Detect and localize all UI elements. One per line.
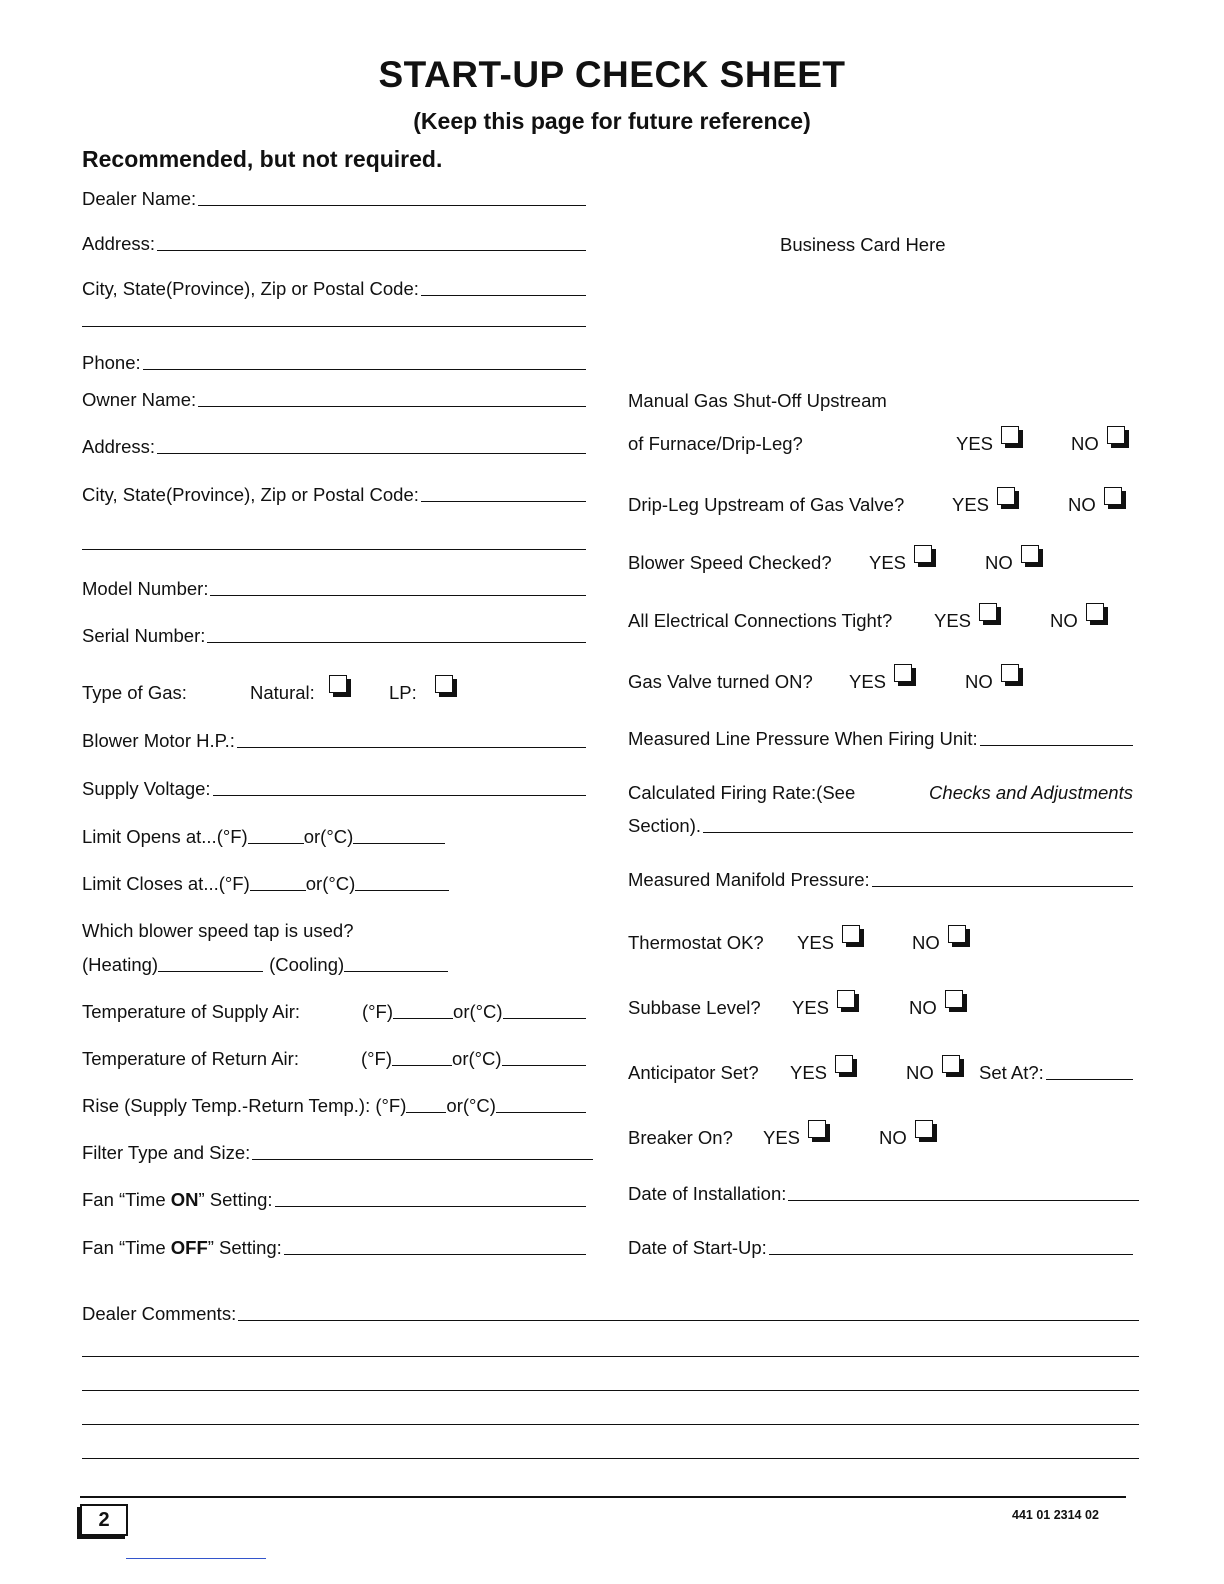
model-number-line[interactable] [210, 595, 586, 596]
electrical-no-checkbox[interactable] [1086, 603, 1104, 621]
blower-speed-no[interactable]: NO [985, 552, 1043, 574]
gas-valve-no-checkbox[interactable] [1001, 664, 1019, 682]
thermostat-yes-checkbox[interactable] [842, 925, 860, 943]
subbase-yes-checkbox[interactable] [837, 990, 855, 1008]
manual-gas-question-line2: of Furnace/Drip-Leg? [628, 433, 803, 454]
blower-speed-question: Blower Speed Checked? [628, 552, 832, 573]
blower-speed-yes-checkbox[interactable] [914, 545, 932, 563]
temp-return-f-label: (°F) [361, 1048, 393, 1069]
heating-label: (Heating) [82, 954, 159, 975]
dealer-city-extra-line[interactable] [82, 326, 586, 327]
limit-opens-c-label: or(°C) [303, 826, 354, 847]
line-pressure-field[interactable] [628, 728, 1133, 750]
fan-off-label: Fan “Time OFF” Setting: [82, 1237, 282, 1258]
dealer-address-label: Address: [82, 233, 156, 254]
drip-leg-yes-checkbox[interactable] [997, 487, 1015, 505]
rise-field[interactable] [82, 1095, 586, 1117]
set-at-label: Set At?: [979, 1062, 1044, 1083]
firing-rate-question: Calculated Firing Rate:(See Checks and Adjustments [628, 782, 1133, 803]
temp-supply-c-line[interactable] [503, 1018, 586, 1019]
dealer-address-line[interactable] [157, 250, 586, 251]
drip-leg-yes[interactable]: YES [952, 494, 1019, 516]
natural-gas-option[interactable] [250, 682, 351, 704]
manifold-field[interactable] [628, 869, 1133, 891]
temp-supply-label: Temperature of Supply Air: [82, 1001, 300, 1022]
limit-closes-label: Limit Closes at...(°F) [82, 873, 250, 894]
supply-voltage-line[interactable] [213, 795, 586, 796]
owner-address-label: Address: [82, 436, 156, 457]
phone-label: Phone: [82, 352, 141, 373]
page-subtitle: (Keep this page for future reference) [413, 108, 811, 134]
subbase-question: Subbase Level? [628, 997, 761, 1018]
line-pressure-label: Measured Line Pressure When Firing Unit: [628, 728, 978, 749]
limit-opens-label: Limit Opens at...(°F) [82, 826, 248, 847]
phone-field[interactable] [82, 352, 586, 374]
serial-number-line[interactable] [207, 642, 586, 643]
serial-number-label: Serial Number: [82, 625, 206, 646]
breaker-no[interactable]: NO [879, 1127, 937, 1149]
gas-valve-question: Gas Valve turned ON? [628, 671, 813, 692]
anticipator-yes-checkbox[interactable] [835, 1055, 853, 1073]
drip-leg-no-checkbox[interactable] [1104, 487, 1122, 505]
gas-valve-yes[interactable]: YES [849, 671, 916, 693]
breaker-yes[interactable]: YES [763, 1127, 830, 1149]
limit-opens-f-line[interactable] [248, 843, 304, 844]
breaker-no-checkbox[interactable] [915, 1120, 933, 1138]
rise-c-line[interactable] [496, 1112, 586, 1113]
dealer-city-field[interactable] [82, 278, 586, 300]
date-install-line[interactable] [788, 1200, 1139, 1201]
cooling-label: (Cooling) [269, 954, 345, 975]
blower-motor-label: Blower Motor H.P.: [82, 730, 235, 751]
limit-opens-c-line[interactable] [353, 843, 445, 844]
supply-voltage-field[interactable] [82, 778, 586, 800]
manual-gas-yes[interactable]: YES [956, 433, 1023, 455]
rise-f-line[interactable] [406, 1112, 446, 1113]
electrical-question: All Electrical Connections Tight? [628, 610, 893, 631]
drip-leg-no[interactable]: NO [1068, 494, 1126, 516]
owner-name-label: Owner Name: [82, 389, 197, 410]
fan-off-line[interactable] [284, 1254, 586, 1255]
electrical-yes-checkbox[interactable] [979, 603, 997, 621]
footer-rule [80, 1496, 1126, 1498]
fan-on-label: Fan “Time ON” Setting: [82, 1189, 273, 1210]
heating-line[interactable] [158, 971, 263, 972]
rise-label: Rise (Supply Temp.-Return Temp.): (°F) [82, 1095, 407, 1116]
type-of-gas-label: Type of Gas: [82, 682, 187, 703]
subbase-yes[interactable]: YES [792, 997, 859, 1019]
filter-field[interactable] [82, 1142, 593, 1164]
breaker-question: Breaker On? [628, 1127, 733, 1148]
dealer-city-line[interactable] [421, 295, 586, 296]
firing-rate-field[interactable] [628, 815, 1133, 837]
manual-gas-no-checkbox[interactable] [1107, 426, 1125, 444]
temp-return-f-line[interactable] [392, 1065, 452, 1066]
firing-rate-section-label: Section). [628, 815, 702, 836]
anticipator-yes[interactable]: YES [790, 1062, 857, 1084]
owner-city-extra-line[interactable] [82, 549, 586, 550]
serial-number-field[interactable] [82, 625, 586, 647]
owner-name-field[interactable] [82, 389, 586, 411]
natural-label: Natural: [250, 682, 315, 703]
gas-valve-yes-checkbox[interactable] [894, 664, 912, 682]
anticipator-no[interactable]: NO [906, 1062, 964, 1084]
blower-motor-line[interactable] [237, 747, 586, 748]
document-number: 441 01 2314 02 [1012, 1508, 1099, 1522]
manual-gas-question-line1: Manual Gas Shut-Off Upstream [628, 390, 887, 411]
subbase-no-checkbox[interactable] [945, 990, 963, 1008]
cooling-line[interactable] [344, 971, 448, 972]
thermostat-no-checkbox[interactable] [948, 925, 966, 943]
temp-return-label: Temperature of Return Air: [82, 1048, 299, 1069]
limit-closes-field[interactable] [82, 873, 449, 895]
dealer-comments-line-1[interactable] [238, 1320, 1139, 1321]
blower-motor-field[interactable] [82, 730, 586, 752]
manifold-line[interactable] [872, 886, 1133, 887]
dealer-name-label: Dealer Name: [82, 188, 197, 209]
owner-city-label: City, State(Province), Zip or Postal Code: [82, 484, 419, 505]
fan-off-field[interactable] [82, 1237, 586, 1259]
electrical-yes[interactable]: YES [934, 610, 1001, 632]
owner-city-field[interactable] [82, 484, 586, 506]
supply-voltage-label: Supply Voltage: [82, 778, 211, 799]
dealer-comments-label: Dealer Comments: [82, 1303, 237, 1324]
page-title: START-UP CHECK SHEET [378, 54, 846, 95]
limit-closes-f-line[interactable] [250, 890, 306, 891]
dealer-address-field[interactable] [82, 233, 586, 255]
business-card-area: Business Card Here [780, 234, 946, 255]
phone-line[interactable] [143, 369, 586, 370]
page-number: 2 [80, 1504, 128, 1536]
set-at-field[interactable] [979, 1062, 1133, 1084]
temp-return-field[interactable] [82, 1048, 586, 1070]
dealer-comments-line-2[interactable] [82, 1356, 1139, 1357]
filter-label: Filter Type and Size: [82, 1142, 251, 1163]
manifold-label: Measured Manifold Pressure: [628, 869, 870, 890]
dealer-name-line[interactable] [198, 205, 586, 206]
filter-line[interactable] [252, 1159, 593, 1160]
date-install-label: Date of Installation: [628, 1183, 787, 1204]
dealer-name-field[interactable] [82, 188, 586, 210]
limit-closes-c-label: or(°C) [305, 873, 356, 894]
limit-closes-c-line[interactable] [355, 890, 449, 891]
date-startup-label: Date of Start-Up: [628, 1237, 767, 1258]
dealer-city-label: City, State(Province), Zip or Postal Code: [82, 278, 419, 299]
date-install-field[interactable] [628, 1183, 1139, 1205]
date-startup-line[interactable] [769, 1254, 1133, 1255]
dealer-comments-line-5[interactable] [82, 1458, 1139, 1459]
electrical-no[interactable]: NO [1050, 610, 1108, 632]
set-at-line[interactable] [1046, 1079, 1133, 1080]
breaker-yes-checkbox[interactable] [808, 1120, 826, 1138]
blower-tap-field[interactable] [82, 954, 448, 976]
temp-return-c-line[interactable] [502, 1065, 586, 1066]
fan-on-line[interactable] [275, 1206, 586, 1207]
owner-city-line[interactable] [421, 501, 586, 502]
lp-label: LP: [389, 682, 417, 703]
drip-leg-question: Drip-Leg Upstream of Gas Valve? [628, 494, 905, 515]
anticipator-question: Anticipator Set? [628, 1062, 759, 1083]
blower-speed-no-checkbox[interactable] [1021, 545, 1039, 563]
lp-checkbox[interactable] [435, 675, 453, 693]
thermostat-no[interactable]: NO [912, 932, 970, 954]
dealer-comments-field[interactable] [82, 1303, 1139, 1325]
model-number-label: Model Number: [82, 578, 209, 599]
date-startup-field[interactable] [628, 1237, 1133, 1259]
thermostat-yes[interactable]: YES [797, 932, 864, 954]
temp-supply-c-label: or(°C) [453, 1001, 503, 1022]
natural-checkbox[interactable] [329, 675, 347, 693]
anticipator-no-checkbox[interactable] [942, 1055, 960, 1073]
temp-return-c-label: or(°C) [452, 1048, 502, 1069]
lp-gas-option[interactable] [389, 682, 457, 704]
gas-valve-no[interactable]: NO [965, 671, 1023, 693]
footer-link-underline [126, 1558, 266, 1559]
dealer-comments-line-3[interactable] [82, 1390, 1139, 1391]
owner-address-line[interactable] [157, 453, 586, 454]
owner-name-line[interactable] [198, 406, 586, 407]
rise-c-label: or(°C) [446, 1095, 496, 1116]
thermostat-question: Thermostat OK? [628, 932, 764, 953]
firing-rate-line[interactable] [703, 832, 1133, 833]
line-pressure-line[interactable] [980, 745, 1133, 746]
model-number-field[interactable] [82, 578, 586, 600]
limit-opens-field[interactable] [82, 826, 445, 848]
blower-tap-question: Which blower speed tap is used? [82, 920, 354, 941]
dealer-comments-line-4[interactable] [82, 1424, 1139, 1425]
temp-supply-f-line[interactable] [393, 1018, 453, 1019]
fan-on-field[interactable] [82, 1189, 586, 1211]
subbase-no[interactable]: NO [909, 997, 967, 1019]
owner-address-field[interactable] [82, 436, 586, 458]
blower-speed-yes[interactable]: YES [869, 552, 936, 574]
manual-gas-yes-checkbox[interactable] [1001, 426, 1019, 444]
temp-supply-field[interactable] [82, 1001, 586, 1023]
recommended-note: Recommended, but not required. [82, 146, 443, 172]
temp-supply-f-label: (°F) [362, 1001, 394, 1022]
manual-gas-no[interactable]: NO [1071, 433, 1129, 455]
